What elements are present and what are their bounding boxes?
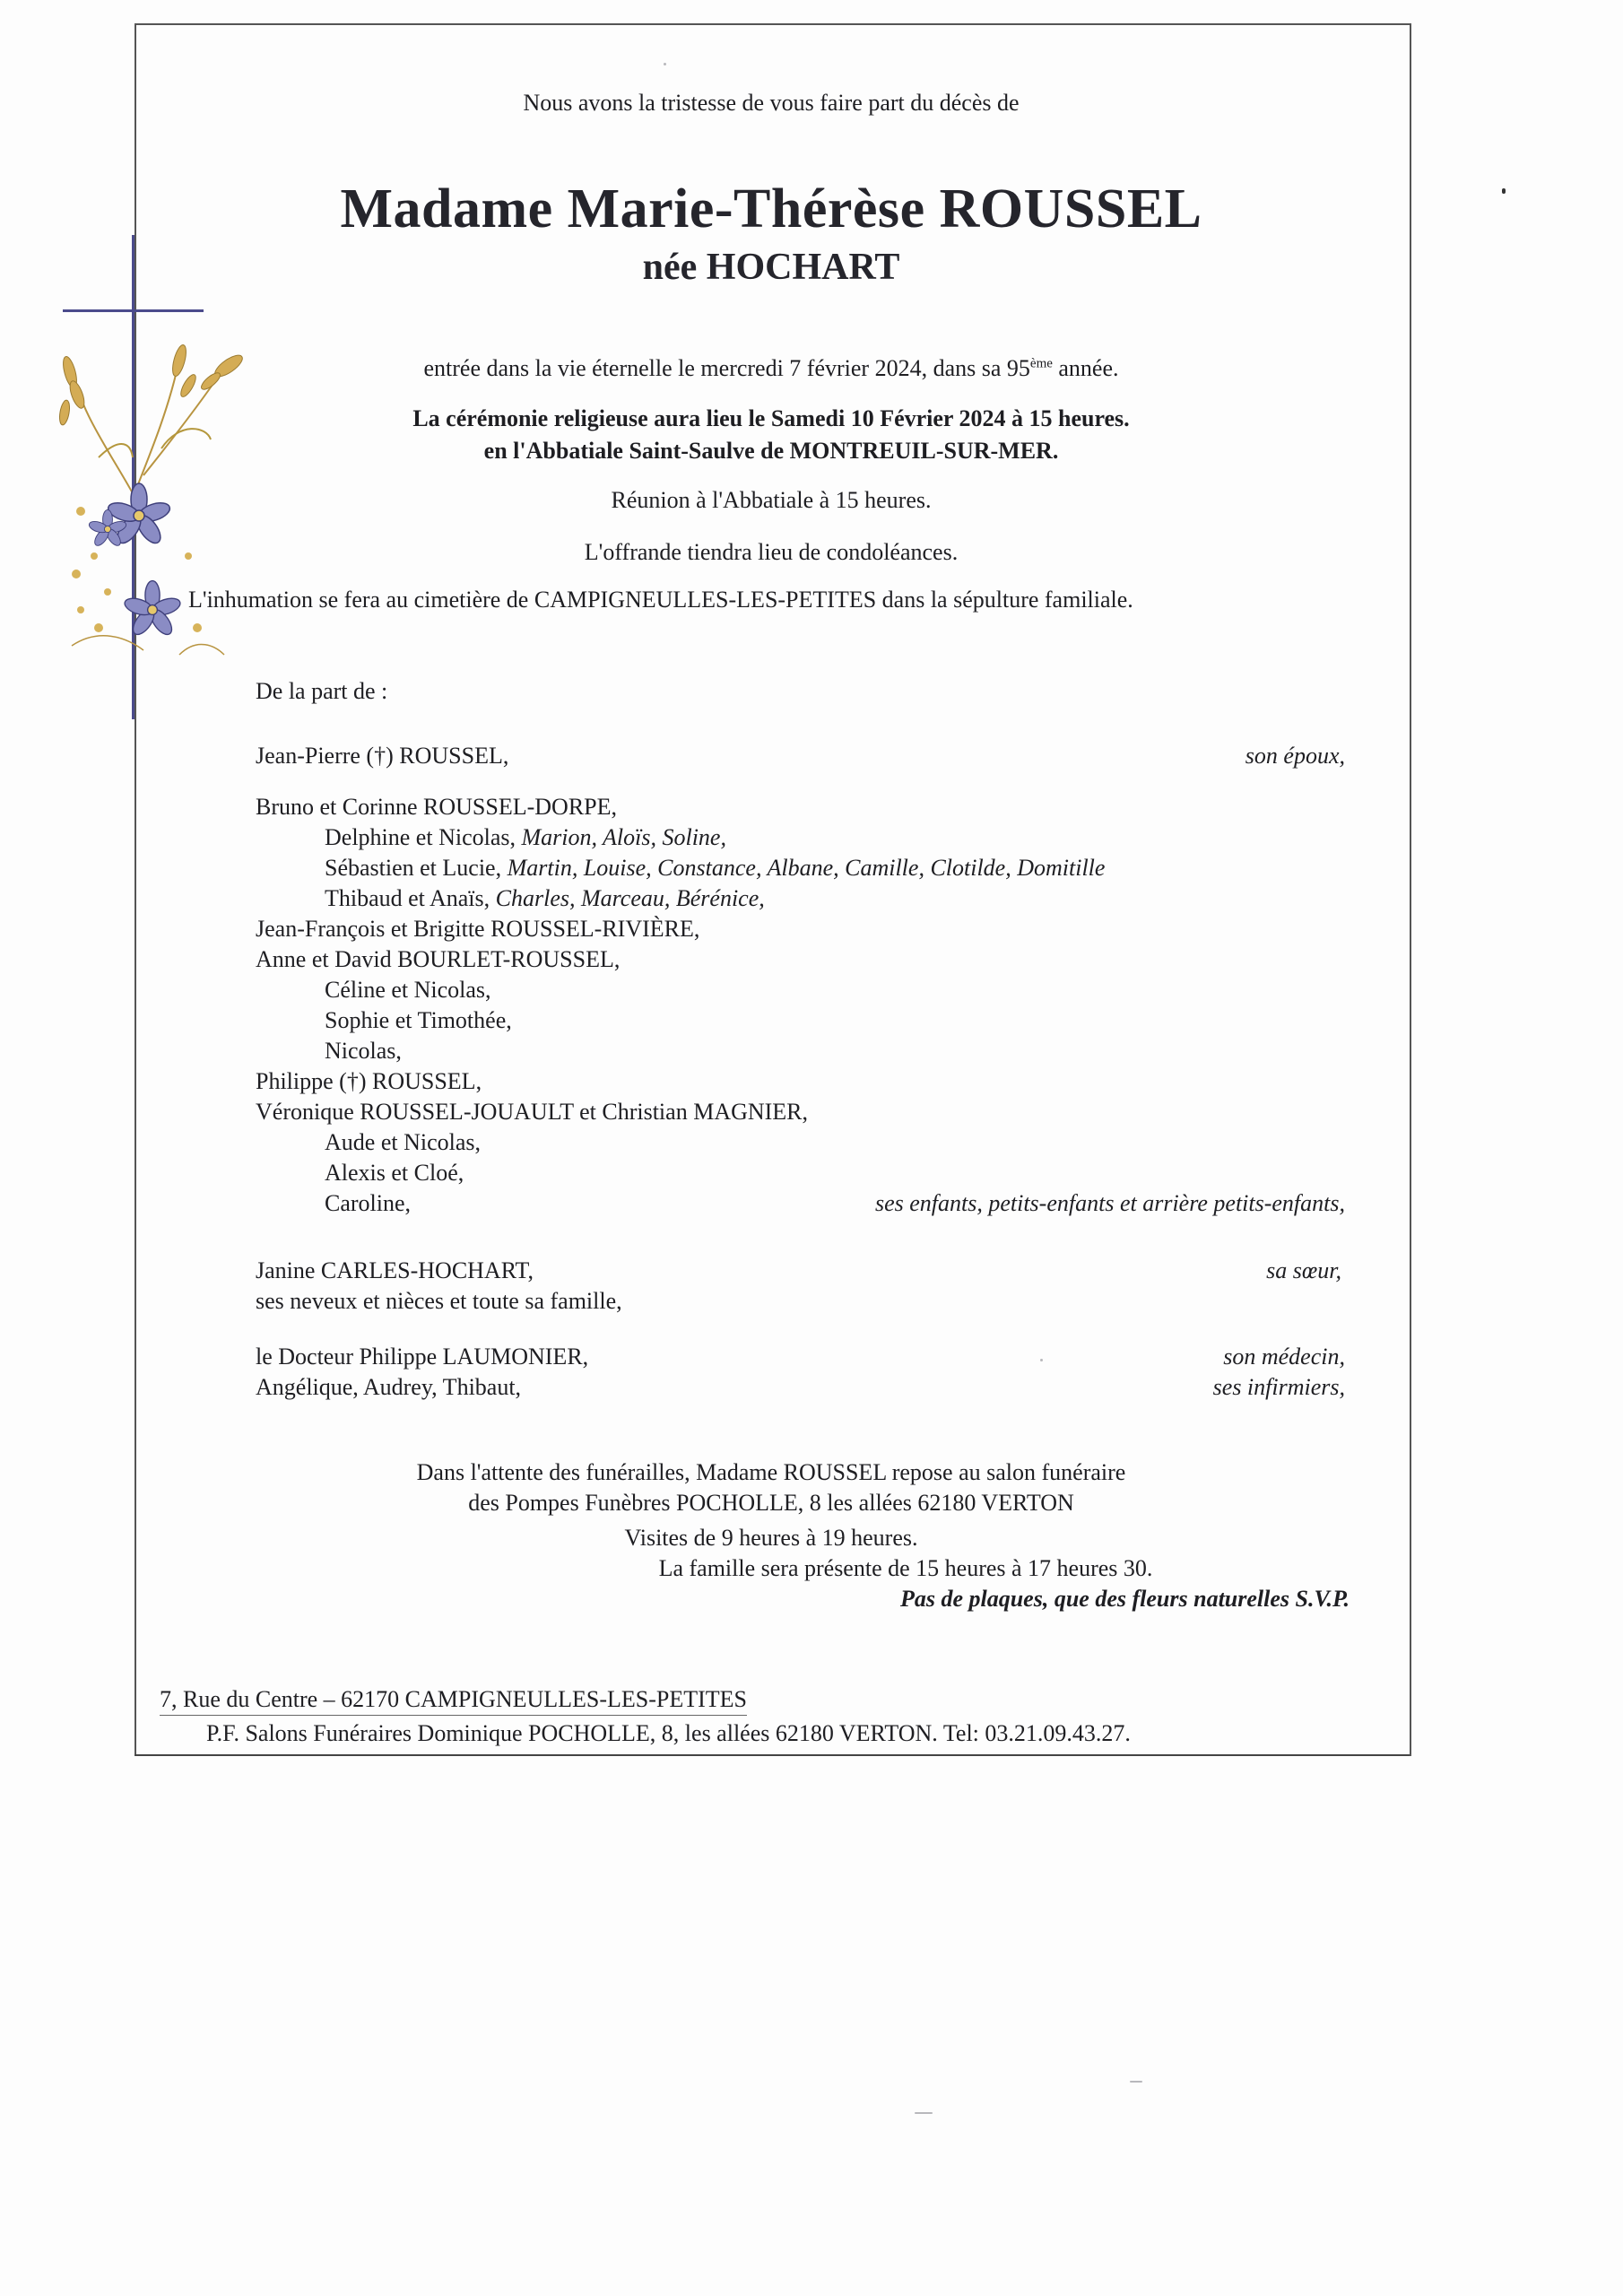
ceremony-line-1: La cérémonie religieuse aura lieu le Samedi 10 Février 2024 à 15 heures. (412, 405, 1130, 431)
ceremony-line-2: en l'Abbatiale Saint-Saulve de MONTREUIL-SUR-MER. (483, 438, 1059, 464)
family-aude: Aude et Nicolas, (325, 1129, 482, 1155)
family-jean-francois: Jean-François et Brigitte ROUSSEL-RIVIÈRE, (256, 916, 700, 942)
speck (1130, 2081, 1142, 2083)
footer-address: 7, Rue du Centre – 62170 CAMPIGNEULLES-LES-PETITES (160, 1686, 747, 1716)
family-delphine-kids: Marion, Aloïs, Soline, (521, 824, 726, 850)
family-spouse: Jean-Pierre (†) ROUSSEL, (256, 743, 509, 769)
family-thibaud-kids: Charles, Marceau, Bérénice, (495, 885, 765, 911)
family-janine: Janine CARLES-HOCHART, (256, 1257, 534, 1283)
entry-end: année. (1052, 355, 1119, 381)
speck (1502, 188, 1506, 194)
family-sebastien-parents: Sébastien et Lucie, (325, 855, 508, 881)
family-caroline: Caroline, (325, 1190, 412, 1216)
family-veronique: Véronique ROUSSEL-JOUAULT et Christian MAGNIER, (256, 1099, 809, 1125)
maiden-name: née HOCHART (642, 247, 900, 288)
family-sophie: Sophie et Timothée, (325, 1007, 512, 1033)
intro-text: Nous avons la tristesse de vous faire part du décès de (523, 90, 1020, 116)
inhumation-text: L'inhumation se fera au cimetière de CAMPIGNEULLES-LES-PETITES dans la sépulture familiale. (188, 587, 1133, 613)
family-anne: Anne et David BOURLET-ROUSSEL, (256, 946, 621, 972)
family-infirmiers: Angélique, Audrey, Thibaut, (256, 1374, 522, 1400)
footer-funeral-home: P.F. Salons Funéraires Dominique POCHOLLE, 8, les allées 62180 VERTON. Tel: 03.21.09.43.27. (206, 1720, 1131, 1746)
family-neveux: ses neveux et nièces et toute sa famille, (256, 1288, 622, 1314)
funeral-line-4: La famille sera présente de 15 heures à 17 heures 30. (658, 1555, 1153, 1581)
family-nicolas: Nicolas, (325, 1038, 402, 1064)
role-sister: sa sœur, (1266, 1257, 1341, 1283)
family-philippe: Philippe (†) ROUSSEL, (256, 1068, 482, 1094)
family-delphine (325, 824, 726, 851)
role-doctor: son médecin, (1223, 1344, 1345, 1370)
cross-arm (63, 309, 204, 312)
speck (915, 2112, 933, 2114)
family-docteur: le Docteur Philippe LAUMONIER, (256, 1344, 589, 1370)
frame-bottom-rule (135, 1754, 1410, 1756)
role-spouse: son époux, (1245, 743, 1345, 769)
deceased-name: Madame Marie-Thérèse ROUSSEL (340, 178, 1202, 239)
entry-text (135, 355, 1408, 382)
role-children: ses enfants, petits-enfants et arrière petits-enfants, (874, 1190, 1345, 1216)
family-celine: Céline et Nicolas, (325, 977, 491, 1003)
offrande-text: L'offrande tiendra lieu de condoléances. (584, 539, 959, 565)
entry-main: entrée dans la vie éternelle le mercredi 7 février 2024, dans sa 95 (423, 355, 1030, 381)
role-nurses: ses infirmiers, (1212, 1374, 1345, 1400)
speck (664, 63, 666, 65)
de-la-part-label: De la part de : (256, 678, 388, 704)
family-bruno: Bruno et Corinne ROUSSEL-DORPE, (256, 794, 617, 820)
funeral-line-3: Visites de 9 heures à 19 heures. (624, 1525, 918, 1551)
family-thibaud-parents: Thibaud et Anaïs, (325, 885, 496, 911)
family-alexis: Alexis et Cloé, (325, 1160, 464, 1186)
family-thibaud (325, 885, 765, 912)
family-delphine-parents: Delphine et Nicolas, (325, 824, 522, 850)
reunion-text: Réunion à l'Abbatiale à 15 heures. (611, 487, 932, 513)
funeral-line-2: des Pompes Funèbres POCHOLLE, 8 les allées 62180 VERTON (468, 1490, 1074, 1516)
flowers-note: Pas de plaques, que des fleurs naturelles S.V.P. (899, 1586, 1350, 1612)
entry-superscript: ème (1029, 356, 1053, 371)
funeral-line-1: Dans l'attente des funérailles, Madame ROUSSEL repose au salon funéraire (416, 1459, 1126, 1485)
family-sebastien (325, 855, 1105, 882)
family-sebastien-kids: Martin, Louise, Constance, Albane, Camille, Clotilde, Domitille (507, 855, 1106, 881)
